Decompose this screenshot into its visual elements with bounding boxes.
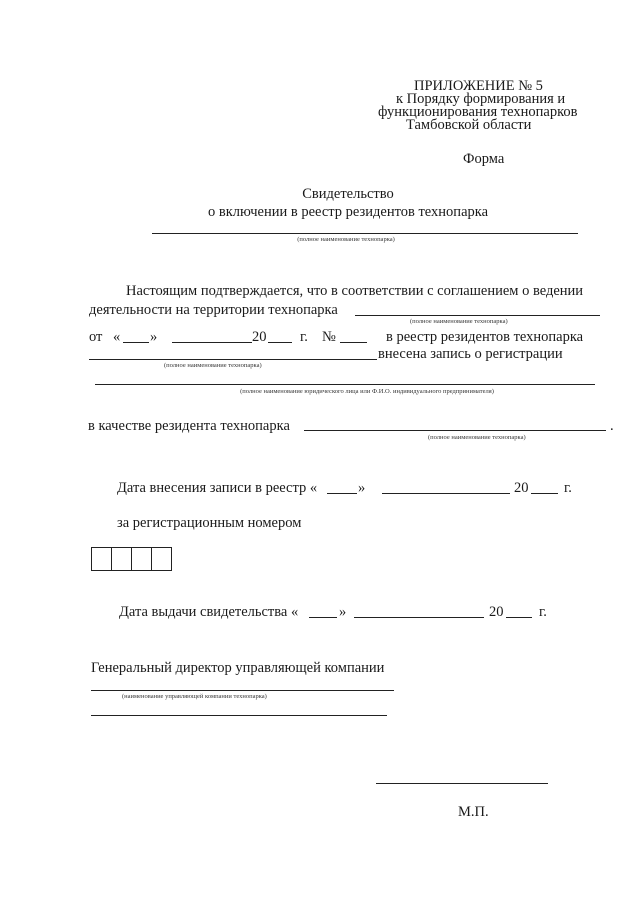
year-suffix: г.: [300, 329, 308, 345]
appendix-ref-line3: Тамбовской области: [406, 117, 532, 133]
month-field[interactable]: [172, 342, 252, 343]
reg-number-boxes[interactable]: [91, 547, 172, 571]
appendix-ref-line1: к Порядку формирования и: [396, 91, 566, 107]
appendix-ref-line2: функционирования технопарков: [378, 104, 578, 120]
document-title: Свидетельство: [302, 186, 394, 202]
paragraph-line2: деятельности на территории технопарка: [89, 302, 338, 318]
registry-text: в реестр резидентов технопарка: [386, 329, 584, 345]
entry-year-suffix: г.: [564, 480, 572, 496]
reg-number-label: за регистрационным номером: [117, 515, 302, 531]
issue-day-field[interactable]: [309, 617, 337, 618]
appendix-number: ПРИЛОЖЕНИЕ № 5: [414, 78, 543, 94]
management-company-hint: (наименование управляющей компании технопарка): [122, 693, 267, 700]
number-label: №: [322, 329, 336, 345]
quote-open: «: [113, 329, 121, 345]
technopark-name-line-4[interactable]: [304, 430, 606, 431]
issue-quote-close: »: [339, 604, 347, 620]
issue-year-prefix: 20: [489, 604, 504, 620]
quote-close: »: [150, 329, 158, 345]
issue-year-suffix: г.: [539, 604, 547, 620]
entry-year-field[interactable]: [531, 493, 558, 494]
issue-date-label: Дата выдачи свидетельства «: [119, 604, 299, 620]
legal-entity-name-line[interactable]: [95, 384, 595, 385]
period: .: [610, 418, 614, 434]
from-label: от: [89, 329, 103, 345]
number-field[interactable]: [340, 342, 367, 343]
management-company-line[interactable]: [91, 690, 394, 691]
stamp-label: М.П.: [458, 804, 489, 820]
issue-month-field[interactable]: [354, 617, 484, 618]
record-made-text: внесена запись о регистрации: [378, 346, 563, 362]
entry-month-field[interactable]: [382, 493, 510, 494]
reg-number-box[interactable]: [92, 548, 112, 570]
technopark-name-hint-2: (полное наименование технопарка): [410, 318, 508, 325]
legal-entity-name-hint: (полное наименование юридического лица или Ф.И.О. индивидуального предпринимателя): [240, 388, 494, 395]
technopark-name-line-3[interactable]: [89, 359, 377, 360]
entry-day-field[interactable]: [327, 493, 357, 494]
technopark-name-hint: (полное наименование технопарка): [297, 236, 395, 243]
year-prefix: 20: [252, 329, 267, 345]
issue-year-field[interactable]: [506, 617, 532, 618]
technopark-name-line[interactable]: [152, 233, 578, 234]
director-name-line[interactable]: [91, 715, 387, 716]
technopark-name-line-2[interactable]: [355, 315, 600, 316]
director-label: Генеральный директор управляющей компании: [91, 660, 385, 676]
form-label: Форма: [463, 151, 505, 167]
reg-number-box[interactable]: [152, 548, 171, 570]
resident-label: в качестве резидента технопарка: [88, 418, 290, 434]
entry-year-prefix: 20: [514, 480, 529, 496]
technopark-name-hint-3: (полное наименование технопарка): [164, 362, 262, 369]
signature-line[interactable]: [376, 783, 548, 784]
year-field[interactable]: [268, 342, 292, 343]
entry-date-label: Дата внесения записи в реестр «: [117, 480, 318, 496]
paragraph-line1: Настоящим подтверждается, что в соответствии с соглашением о ведении: [126, 283, 584, 299]
technopark-name-hint-4: (полное наименование технопарка): [428, 434, 526, 441]
reg-number-box[interactable]: [112, 548, 132, 570]
reg-number-box[interactable]: [132, 548, 152, 570]
document-subtitle: о включении в реестр резидентов технопарка: [207, 204, 489, 220]
entry-quote-close: »: [358, 480, 366, 496]
day-field[interactable]: [123, 342, 149, 343]
